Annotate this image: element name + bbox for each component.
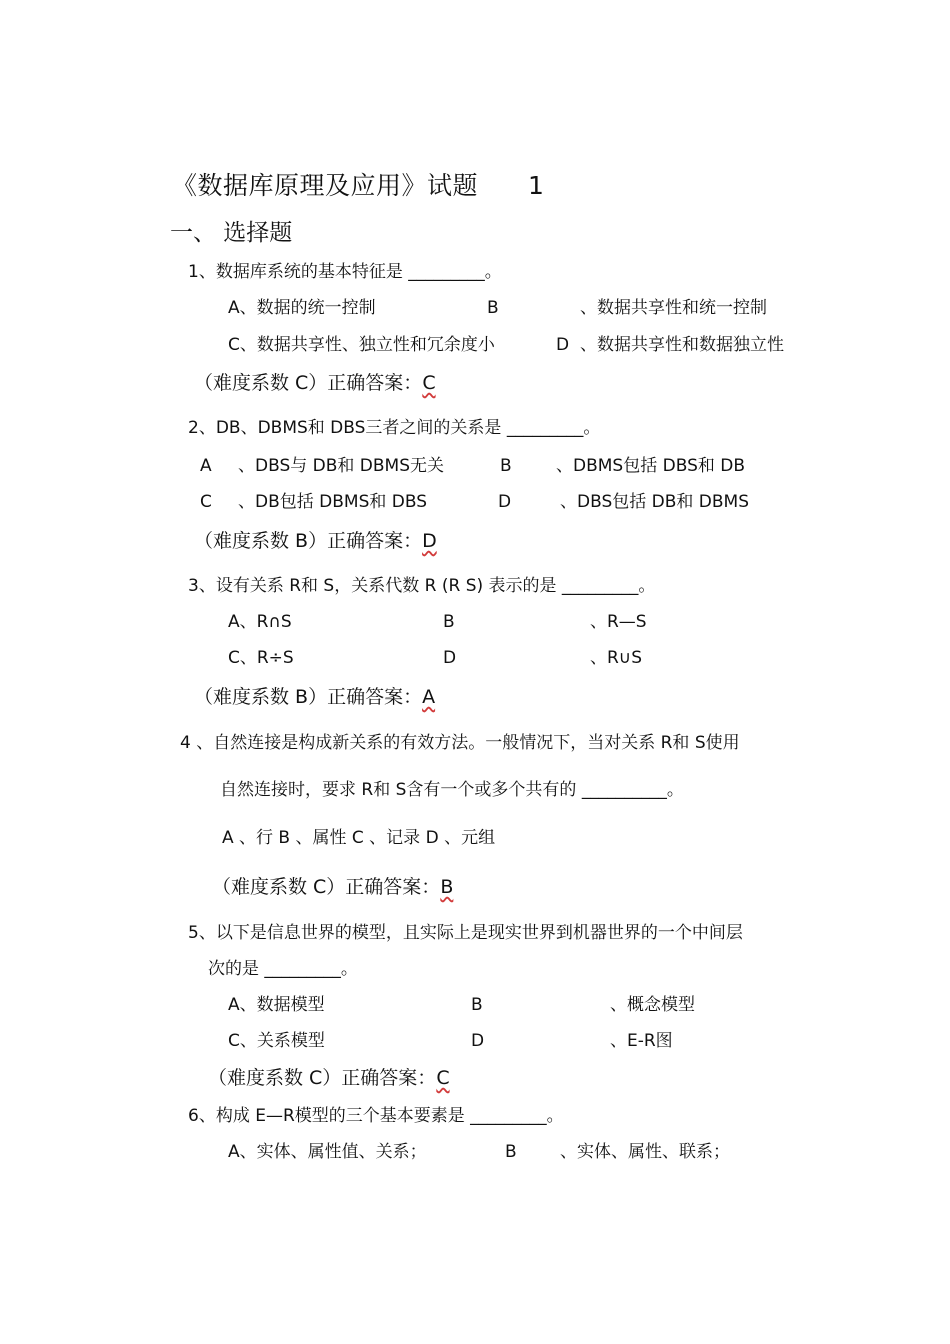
question-5-answer [208, 1069, 450, 1088]
question-4-answer [212, 878, 453, 897]
question-5-option-b: 、概念模型 [610, 995, 695, 1015]
question-4-text-line-2: 自然连接时，要求 R和 S含有一个或多个共有的 __________。 [220, 780, 684, 800]
question-2-option-b: 、DBMS包括 DBS和 DB [556, 456, 746, 476]
question-3-option-c: C、R÷S [228, 648, 294, 668]
question-5-option-c: C、关系模型 [228, 1031, 325, 1051]
question-3-option-d: 、R∪S [590, 648, 643, 668]
exam-title-number: 1 [528, 171, 545, 200]
question-6-option-a: A、实体、属性值、关系； [228, 1142, 427, 1162]
question-5-answer-key: C [436, 1067, 450, 1089]
question-3-answer-text: （难度系数 B）正确答案： [194, 686, 423, 708]
question-2-option-a: 、DBS与 DB和 DBMS无关 [238, 456, 445, 476]
question-2-answer-key: D [422, 530, 437, 552]
question-3-option-d-tag: D [443, 648, 457, 668]
question-6-text: 6、构成 E—R模型的三个基本要素是 _________。 [188, 1106, 564, 1126]
question-1-option-b: 、数据共享性和统一控制 [580, 298, 767, 318]
question-5-text-line-2: 次的是 _________。 [208, 959, 358, 979]
question-3-answer-key: A [422, 686, 436, 708]
question-1-option-b-tag: B [487, 298, 499, 318]
question-2-option-d: 、DBS包括 DB和 DBMS [560, 492, 750, 512]
question-3-option-b-tag: B [443, 612, 455, 632]
question-1-answer [194, 374, 436, 393]
question-1-option-d-tag: D [556, 335, 570, 355]
question-2-answer-text: （难度系数 B）正确答案： [194, 530, 423, 552]
question-5-text-line-1: 5、以下是信息世界的模型，且实际上是现实世界到机器世界的一个中间层 [188, 923, 743, 943]
question-4-options: A 、行 B 、属性 C 、记录 D 、元组 [222, 828, 496, 848]
question-5-option-d-tag: D [471, 1031, 485, 1051]
question-5-answer-text: （难度系数 C）正确答案： [208, 1067, 437, 1089]
exam-title [172, 173, 478, 198]
section-heading: 一、 选择题 [170, 220, 293, 246]
question-5-option-d: 、E-R图 [610, 1031, 673, 1051]
question-1-text: 1、数据库系统的基本特征是 _________。 [188, 262, 502, 282]
question-6-option-b-tag: B [505, 1142, 517, 1162]
question-2-option-a-tag: A [200, 456, 212, 476]
question-2-text: 2、DB、DBMS和 DBS三者之间的关系是 _________。 [188, 418, 601, 438]
question-4-text-line-1: 4 、自然连接是构成新关系的有效方法。一般情况下，当对关系 R和 S使用 [180, 733, 740, 753]
question-2-option-b-tag: B [500, 456, 512, 476]
question-1-option-a: A、数据的统一控制 [228, 298, 376, 318]
question-2-answer [194, 532, 437, 551]
question-1-answer-text: （难度系数 C）正确答案： [194, 372, 423, 394]
question-3-option-b: 、R—S [590, 612, 647, 632]
question-3-option-a: A、R∩S [228, 612, 292, 632]
exam-title-text: 《数据库原理及应用》试题 [172, 171, 479, 200]
question-6-option-b: 、实体、属性、联系； [560, 1142, 730, 1162]
question-2-option-c-tag: C [200, 492, 212, 512]
question-1-option-c: C、数据共享性、独立性和冗余度小 [228, 335, 495, 355]
question-3-answer [194, 688, 435, 707]
question-4-answer-key: B [440, 876, 454, 898]
question-2-option-c: 、DB包括 DBMS和 DBS [238, 492, 428, 512]
question-5-option-b-tag: B [471, 995, 483, 1015]
question-3-text: 3、设有关系 R和 S，关系代数 R (R S) 表示的是 _________。 [188, 576, 656, 596]
question-1-option-d: 、数据共享性和数据独立性 [580, 335, 784, 355]
question-1-answer-key: C [422, 372, 436, 394]
question-2-option-d-tag: D [498, 492, 512, 512]
question-5-option-a: A、数据模型 [228, 995, 325, 1015]
question-4-answer-text: （难度系数 C）正确答案： [212, 876, 441, 898]
